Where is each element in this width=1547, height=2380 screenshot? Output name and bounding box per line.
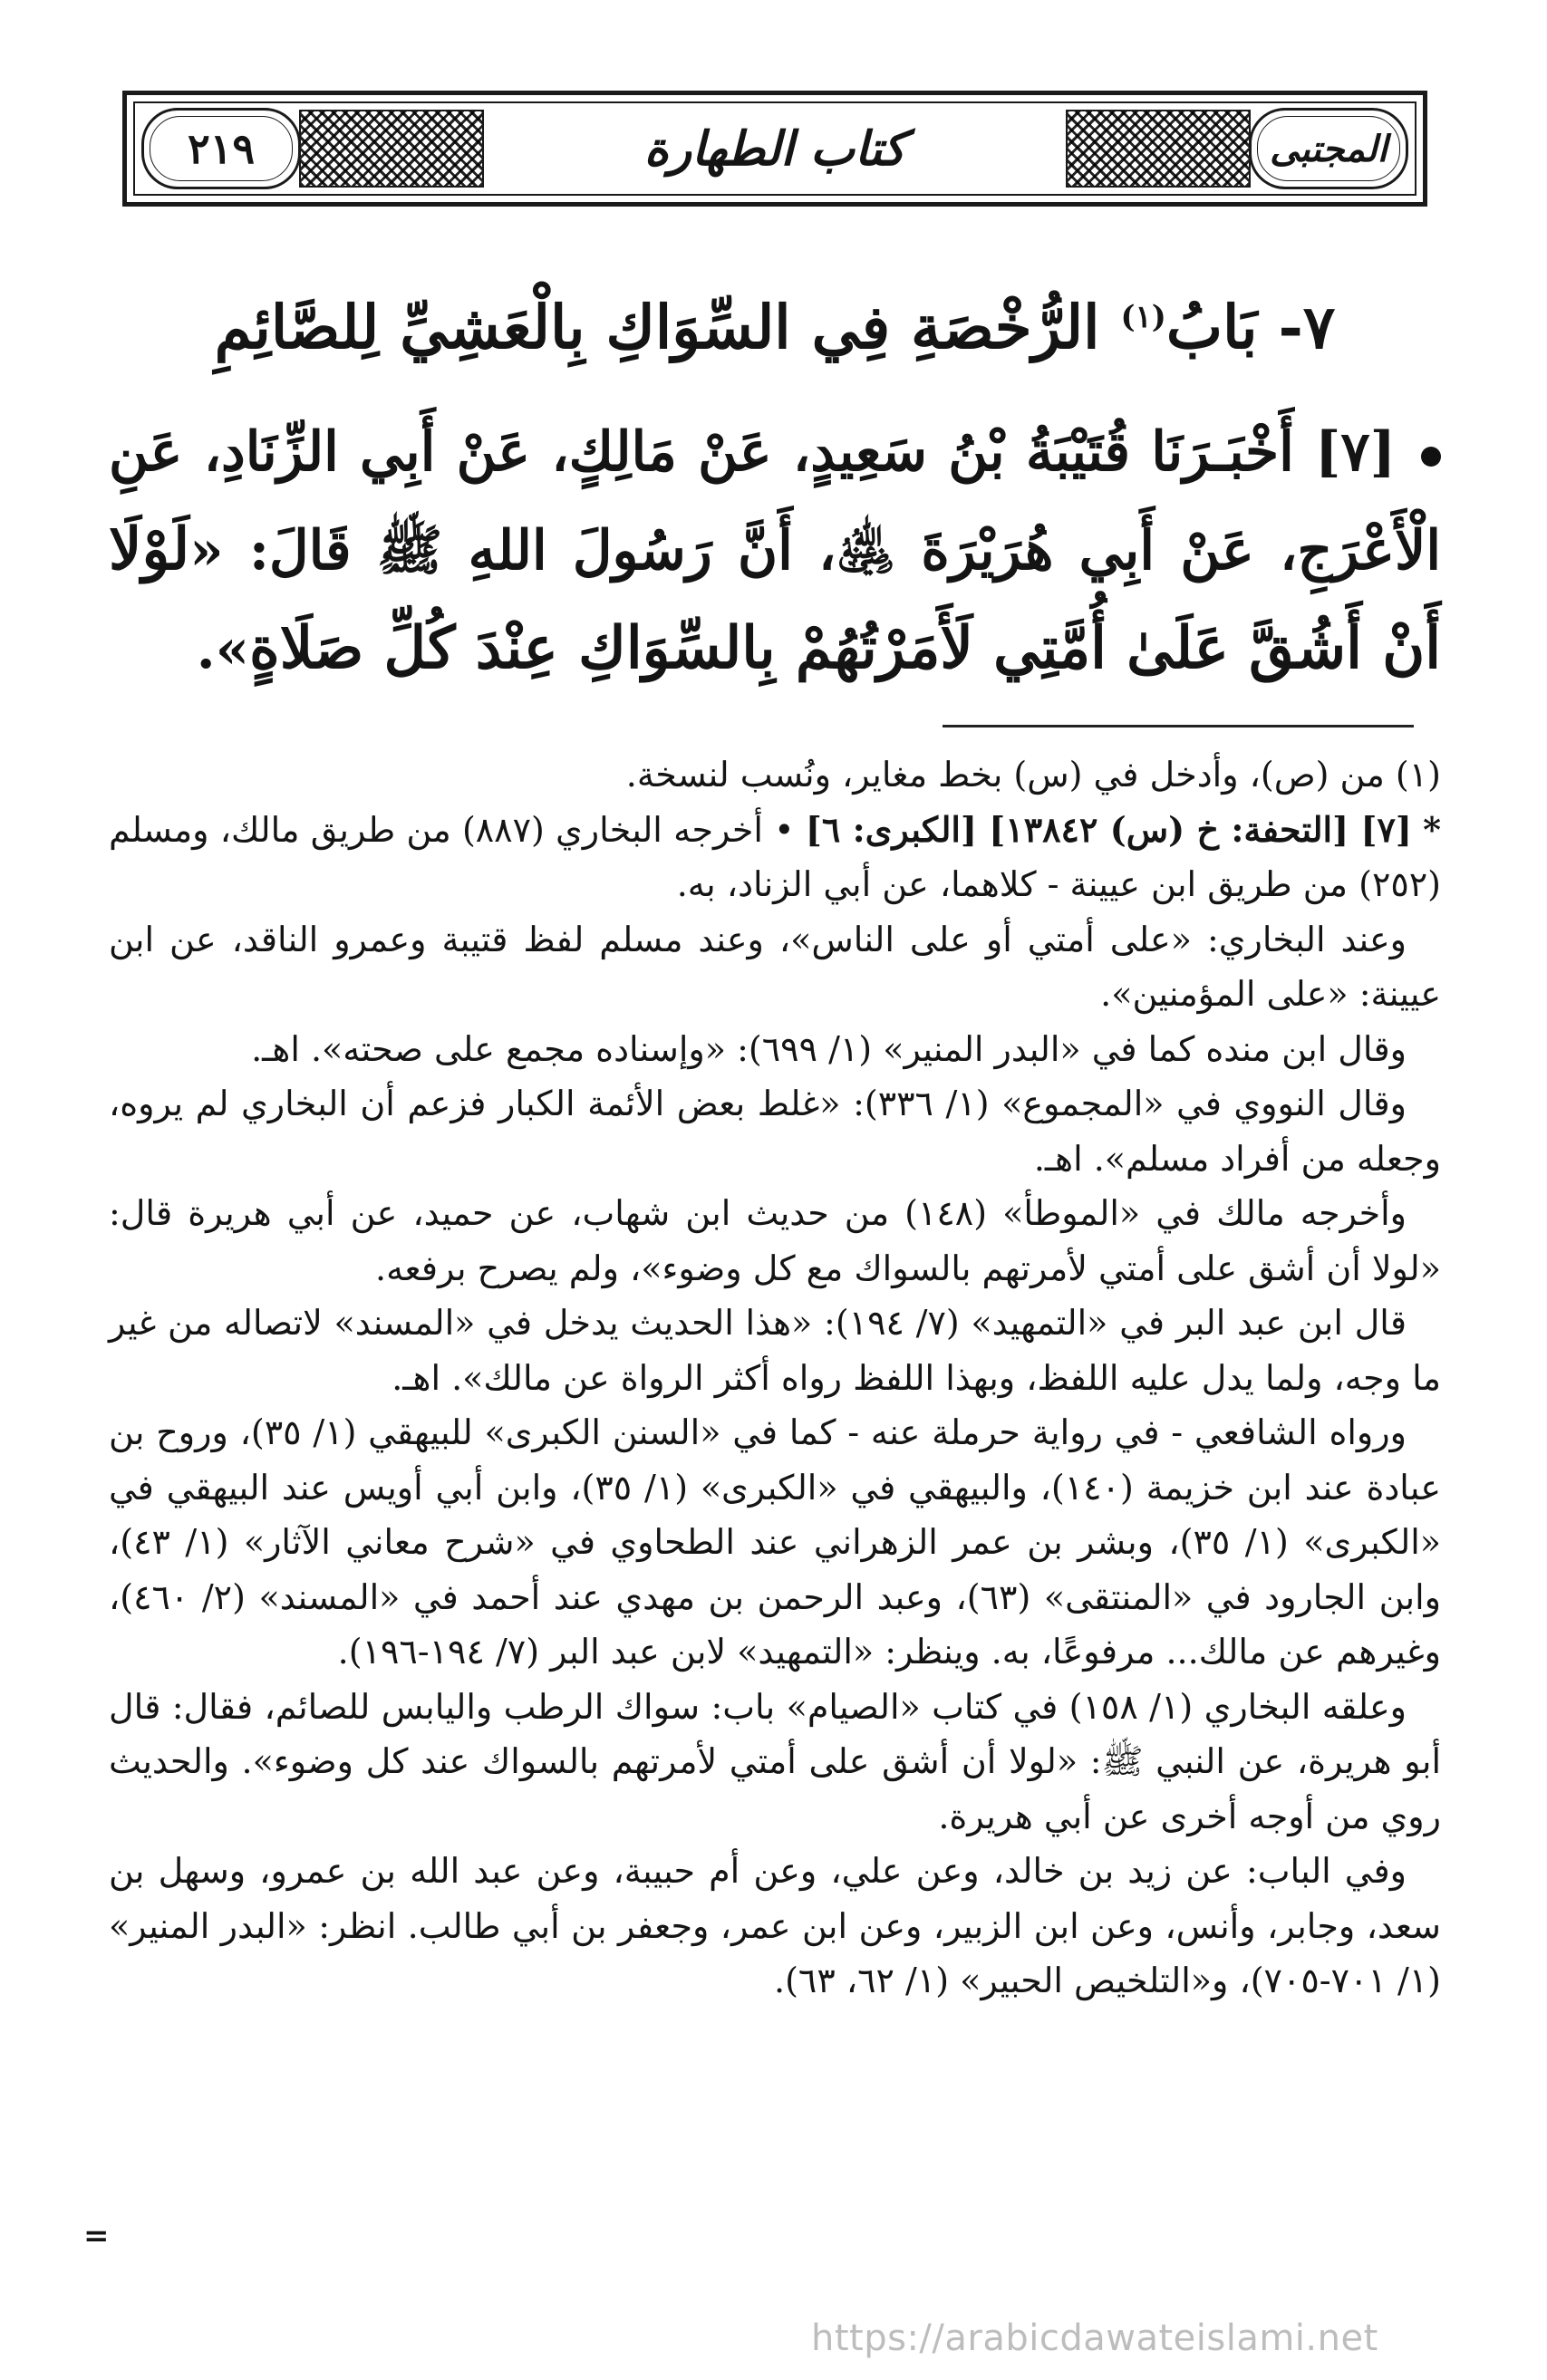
- note-paragraph: وأخرجه مالك في «الموطأ» (١٤٨) من حديث ابن شهاب، عن حميد، عن أبي هريرة قال: «لولا أن أشق على أمتي لأمرتهم بالسواك مع كل وضوء»، ولم يصرح برفعه.: [109, 1193, 1441, 1288]
- hadith-block: [109, 403, 1441, 699]
- note-paragraph: وقال ابن منده كما في «البدر المنير» (١/ ٦٩٩): «وإسناده مجمع على صحته». اهـ.: [251, 1028, 1407, 1069]
- hadith-end: ».: [196, 618, 250, 681]
- ornament-left: [299, 110, 484, 188]
- takhrij-body: • أخرجه البخاري (٨٨٧) من طريق مالك، ومسلم (٢٥٢) من طريق ابن عيينة - كلاهما، عن أبي الزناد، به.: [109, 809, 1441, 904]
- note-paragraph: وعند البخاري: «على أمتي أو على الناس»، وعند مسلم لفظ قتيبة وعمرو الناقد، عن ابن عيينة: «على المؤمنين».: [109, 919, 1441, 1014]
- header-title-area: [508, 104, 1042, 193]
- page-number-box: [141, 108, 301, 189]
- chapter-prefix: بَابُ: [1165, 292, 1258, 362]
- note-paragraph: وفي الباب: عن زيد بن خالد، وعن علي، وعن أم حبيبة، وعن عبد الله بن عمرو، وسهل بن سعد، وجابر، وأنس، وعن ابن الزبير، وعن ابن عمر، وجعفر بن أبي طالب. انظر: «البدر المنير» (١/ ٧٠١-٧٠٥)، و«التلخيص الحبير» (١/ ٦٢، ٦٣).: [109, 1851, 1441, 2000]
- hadith-number: [٧]: [1314, 420, 1396, 484]
- note-paragraph: وعلقه البخاري (١/ ١٥٨) في كتاب «الصيام» باب: سواك الرطب واليابس للصائم، فقال: قال أبو هريرة، عن النبي ﷺ: «لولا أن أشق على أمتي لأمرتهم بالسواك عند كل وضوء». والحديث روي من أوجه أخرى عن أبي هريرة.: [109, 1686, 1441, 1836]
- note-paragraph: ورواه الشافعي - في رواية حرملة عنه - كما في «السنن الكبرى» للبيهقي (١/ ٣٥)، وروح بن عبادة عند ابن خزيمة (١٤٠)، والبيهقي في «الكبرى» (١/ ٣٥)، وابن أبي أويس عند البيهقي في «الكبرى» (١/ ٣٥)، وبشر بن عمر الزهراني عند الطحاوي في «شرح معاني الآثار» (١/ ٤٣)، وابن الجارود في «المنتقى» (٦٣)، وعبد الرحمن بن مهدي عند أحمد في «المسند» (٢/ ٤٦٠)، وغيرهم عن مالك... مرفوعًا، به. وينظر: «التمهيد» لابن عبد البر (٧/ ١٩٤-١٩٦).: [109, 1412, 1442, 1672]
- bullet-icon: [1421, 447, 1441, 467]
- book-logo-box: [1249, 108, 1408, 189]
- star-icon: *: [1423, 808, 1441, 850]
- note-paragraph: قال ابن عبد البر في «التمهيد» (٧/ ١٩٤): «هذا الحديث يدخل في «المسند» لاتصاله من غير ما وجه، ولما يدل عليه اللفظ، وبهذا اللفظ رواه أكثر الرواة عن مالك». اهـ.: [109, 1303, 1441, 1398]
- section-title: كتاب الطهارة: [643, 120, 906, 177]
- page-continuation-mark: =: [83, 2218, 110, 2254]
- footnote-ref: (١): [1120, 299, 1166, 335]
- takhrij-ref: [٧] [التحفة: خ (س) ١٣٨٤٢] [الكبرى: ٦]: [805, 808, 1412, 850]
- chapter-number: ٧-: [1278, 292, 1336, 362]
- takhrij-line: [109, 803, 1441, 912]
- footnote-divider: [943, 725, 1414, 727]
- watermark-url: https://arabicdawateislami.net: [811, 2317, 1378, 2359]
- hadith-matn: لَوْلَا أَنْ أَشُقَّ عَلَىٰ أُمَّتِي لَأَمَرْتُهُمْ بِالسِّوَاكِ عِنْدَ كُلِّ صَلَاةٍ: [109, 516, 1441, 682]
- page-header: [122, 91, 1427, 207]
- note-paragraph: وقال النووي في «المجموع» (١/ ٣٣٦): «غلط بعض الأئمة الكبار فزعم أن البخاري لم يروه، وجعله من أفراد مسلم». اهـ.: [109, 1084, 1441, 1179]
- footnote-1: (١) من (ص)، وأدخل في (س) بخط مغاير، ونُسب لنسخة.: [625, 755, 1441, 795]
- hadith-isnad: أَخْبَـرَنَا قُتَيْبَةُ بْنُ سَعِيدٍ، عَنْ مَالِكٍ، عَنْ أَبِي الزِّنَادِ، عَنِ الْأَعْرَجِ، عَنْ أَبِي هُرَيْرَةَ ﵁، أَنَّ رَسُولَ اللهِ ﷺ قَالَ: «: [109, 420, 1441, 583]
- ornament-right: [1066, 110, 1251, 188]
- book-logo: المجتبى: [1270, 127, 1387, 170]
- page-number: ٢١٩: [187, 124, 256, 173]
- chapter-heading: الرُّخْصَةِ فِي السِّوَاكِ بِالْعَشِيِّ لِلصَّائِمِ: [214, 292, 1100, 362]
- chapter-title: [109, 272, 1441, 372]
- footnotes: [109, 747, 1441, 2009]
